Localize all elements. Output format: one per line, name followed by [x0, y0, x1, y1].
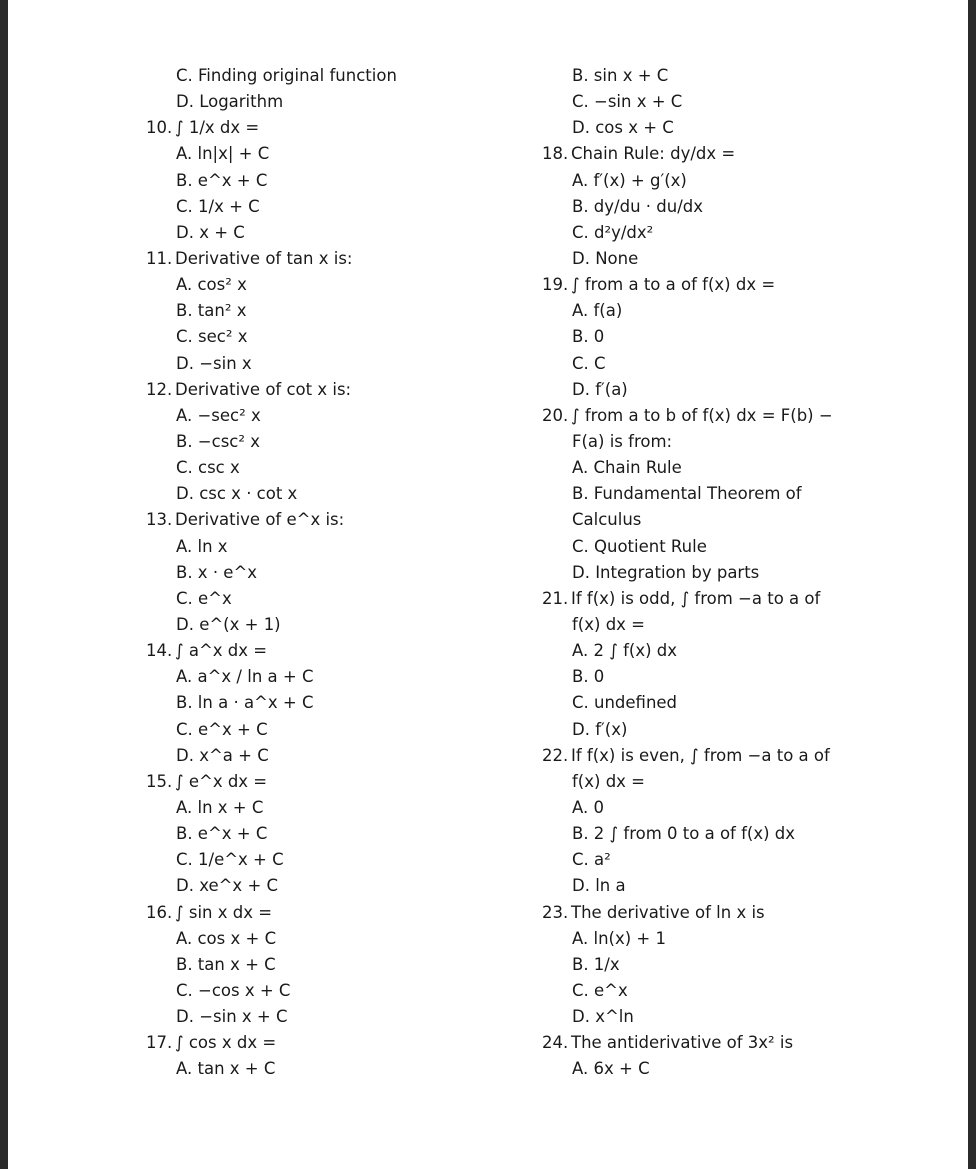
question	[146, 377, 516, 403]
answer-option: C. d²y/dx²	[572, 222, 654, 242]
answer-option: A. 0	[572, 797, 604, 817]
answer-option: A. 6x + C	[572, 1059, 650, 1079]
question	[146, 900, 516, 926]
answer-option: B. 1/x	[572, 954, 620, 974]
question-text: If f(x) is odd, ∫ from −a to a of	[571, 588, 821, 608]
question-text-continued: f(x) dx =	[572, 771, 646, 791]
question-number: 14.	[146, 641, 173, 661]
question-number: 23.	[542, 902, 569, 922]
question-text-continued: Calculus	[572, 510, 642, 530]
question-text: ∫ e^x dx =	[175, 771, 268, 791]
answer-option: B. Fundamental Theorem of	[572, 484, 802, 504]
question-number: 17.	[146, 1033, 173, 1053]
answer-option: D. xe^x + C	[176, 876, 279, 896]
answer-option: A. cos² x	[176, 275, 247, 295]
question-number: 22.	[542, 745, 569, 765]
question-number: 18.	[542, 144, 569, 164]
answer-option: A. tan x + C	[176, 1059, 276, 1079]
answer-option: C. csc x	[176, 458, 240, 478]
answer-option: B. −csc² x	[176, 431, 260, 451]
question-text-continued: f(x) dx =	[572, 614, 646, 634]
question-text: ∫ from a to a of f(x) dx =	[571, 275, 776, 295]
question-number: 11.	[146, 248, 173, 268]
answer-option: C. Finding original function	[176, 66, 397, 85]
question	[146, 638, 516, 664]
question	[542, 403, 862, 429]
question	[542, 272, 862, 298]
question	[146, 1030, 516, 1056]
question-text: Chain Rule: dy/dx =	[571, 144, 736, 164]
question	[146, 246, 516, 272]
answer-option: D. Integration by parts	[572, 562, 760, 582]
answer-option: C. 1/e^x + C	[176, 850, 284, 870]
answer-option: B. sin x + C	[572, 66, 669, 85]
answer-option: A. a^x / ln a + C	[176, 667, 314, 687]
question-text: ∫ from a to b of f(x) dx = F(b) −	[571, 405, 833, 425]
right-column	[542, 63, 862, 1082]
answer-option: B. x · e^x	[176, 562, 258, 582]
answer-option: B. 0	[572, 327, 605, 347]
answer-option: D. −sin x	[176, 353, 252, 373]
answer-option: D. x^a + C	[176, 745, 269, 765]
question-number: 15.	[146, 771, 173, 791]
question	[542, 1030, 862, 1056]
answer-option: C. e^x	[572, 980, 628, 1000]
question	[146, 769, 516, 795]
question	[542, 141, 862, 167]
question-text-continued: F(a) is from:	[572, 431, 673, 451]
question-number: 13.	[146, 510, 173, 530]
answer-option: A. cos x + C	[176, 928, 277, 948]
answer-option: C. e^x	[176, 588, 232, 608]
answer-option: D. cos x + C	[572, 118, 674, 138]
question-number: 21.	[542, 588, 569, 608]
question-number: 24.	[542, 1033, 569, 1053]
answer-option: D. ln a	[572, 876, 626, 896]
answer-option: D. None	[572, 248, 639, 268]
question-text: Derivative of e^x is:	[175, 510, 345, 530]
answer-option: C. 1/x + C	[176, 196, 260, 216]
answer-option: C. e^x + C	[176, 719, 268, 739]
answer-option: A. 2 ∫ f(x) dx	[572, 641, 678, 661]
question	[542, 900, 862, 926]
answer-option: C. C	[572, 353, 606, 373]
question-text: The derivative of ln x is	[571, 902, 765, 922]
question	[146, 115, 516, 141]
answer-option: D. x^ln	[572, 1007, 634, 1027]
answer-option: D. f′(a)	[572, 379, 628, 399]
answer-option: B. tan² x	[176, 301, 247, 321]
answer-option: C. Quotient Rule	[572, 536, 707, 556]
answer-option: B. dy/du · du/dx	[572, 196, 704, 216]
answer-option: C. −cos x + C	[176, 980, 291, 1000]
answer-option: C. a²	[572, 850, 611, 870]
document-page	[8, 0, 968, 1169]
answer-option: B. ln a · a^x + C	[176, 693, 314, 713]
question-text: ∫ 1/x dx =	[175, 118, 260, 138]
question-number: 20.	[542, 405, 569, 425]
answer-option: B. e^x + C	[176, 824, 268, 844]
answer-option: A. ln x + C	[176, 797, 264, 817]
answer-option: D. f′(x)	[572, 719, 628, 739]
answer-option: A. f′(x) + g′(x)	[572, 170, 687, 190]
question	[542, 743, 862, 769]
answer-option: C. undefined	[572, 693, 678, 713]
question-text: Derivative of tan x is:	[175, 248, 353, 268]
answer-option: C. −sin x + C	[572, 92, 683, 112]
question-number: 19.	[542, 275, 569, 295]
answer-option: B. tan x + C	[176, 954, 276, 974]
left-column	[146, 63, 516, 1082]
question-number: 16.	[146, 902, 173, 922]
answer-option: A. −sec² x	[176, 405, 261, 425]
question-text: If f(x) is even, ∫ from −a to a of	[571, 745, 830, 765]
answer-option: B. 2 ∫ from 0 to a of f(x) dx	[572, 824, 796, 844]
question-text: ∫ cos x dx =	[175, 1033, 277, 1053]
answer-option: A. ln(x) + 1	[572, 928, 666, 948]
question-number: 10.	[146, 118, 173, 138]
answer-option: C. sec² x	[176, 327, 248, 347]
answer-option: A. ln x	[176, 536, 228, 556]
answer-option: D. x + C	[176, 222, 245, 242]
question	[542, 586, 862, 612]
question-text: ∫ a^x dx =	[175, 641, 268, 661]
question-text: ∫ sin x dx =	[175, 902, 273, 922]
answer-option: D. Logarithm	[176, 92, 284, 112]
answer-option: D. e^(x + 1)	[176, 614, 281, 634]
question	[146, 507, 516, 533]
question-text: Derivative of cot x is:	[175, 379, 352, 399]
question-number: 12.	[146, 379, 173, 399]
answer-option: D. −sin x + C	[176, 1007, 288, 1027]
answer-option: A. f(a)	[572, 301, 623, 321]
answer-option: A. ln|x| + C	[176, 144, 270, 164]
answer-option: B. 0	[572, 667, 605, 687]
question-text: The antiderivative of 3x² is	[571, 1033, 794, 1053]
answer-option: B. e^x + C	[176, 170, 268, 190]
answer-option: A. Chain Rule	[572, 458, 682, 478]
answer-option: D. csc x · cot x	[176, 484, 298, 504]
